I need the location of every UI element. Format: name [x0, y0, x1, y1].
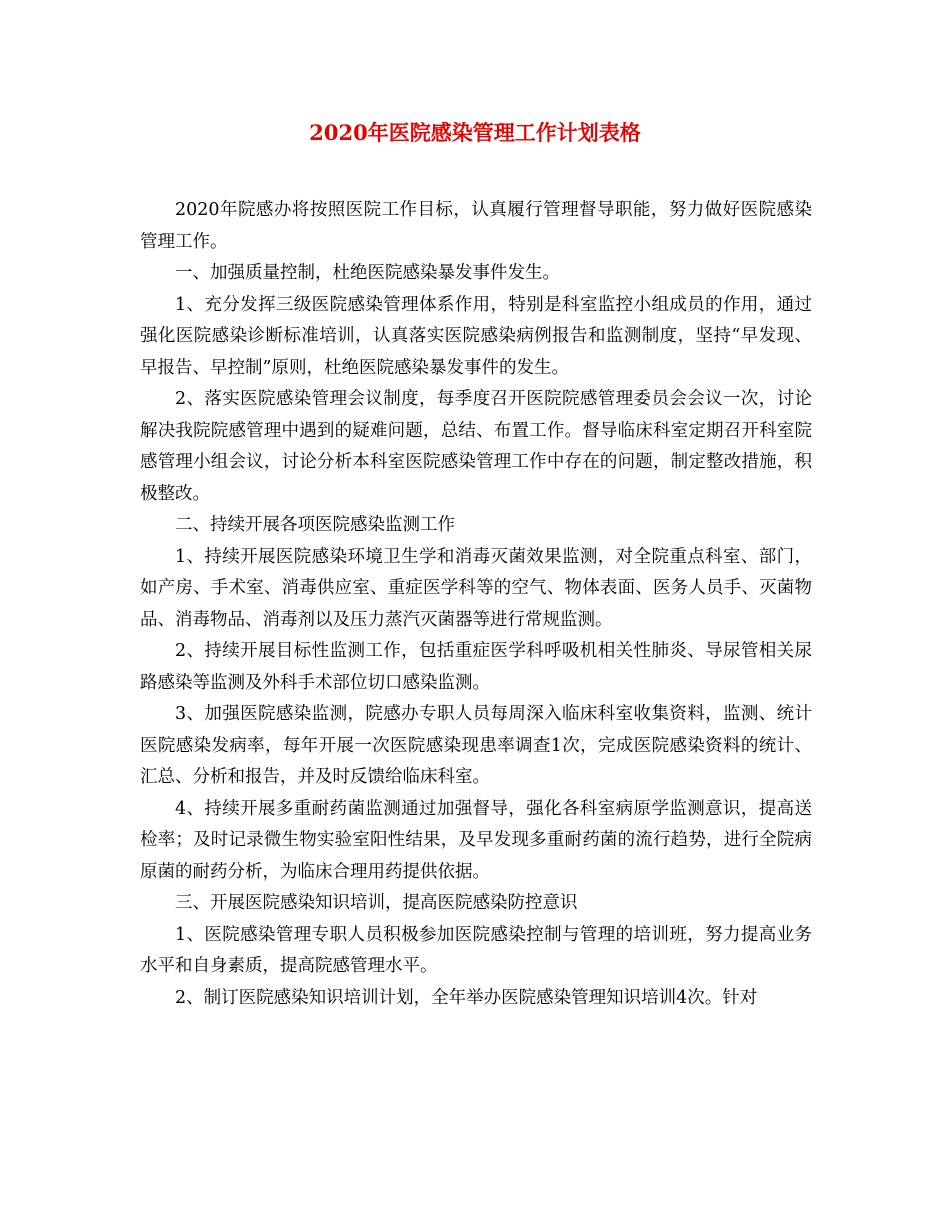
paragraph-2-3: 3、加强医院感染监测，院感办专职人员每周深入临床科室收集资料，监测、统计医院感染发病率，每年开展一次医院感染现患率调查1次，完成医院感染资料的统计、汇总、分析和报告，并及时反馈给临床科室。 [140, 704, 812, 787]
section-heading-2: 二、持续开展各项医院感染监测工作 [175, 515, 455, 535]
section-heading-1: 一、加强质量控制，杜绝医院感染暴发事件发生。 [175, 263, 560, 283]
paragraph-2-4: 4、持续开展多重耐药菌监测通过加强督导，强化各科室病原学监测意识，提高送检率；及时记录微生物实验室阳性结果，及早发现多重耐药菌的流行趋势，进行全院病原菌的耐药分析，为临床合理用药提供依据。 [140, 798, 812, 882]
paragraph-2-1: 1、持续开展医院感染环境卫生学和消毒灭菌效果监测，对全院重点科室、部门，如产房、手术室、消毒供应室、重症医学科等的空气、物体表面、医务人员手、灭菌物品、消毒物品、消毒剂以及压力蒸汽灭菌器等进行常规监测。 [140, 546, 812, 630]
paragraph-3-1: 1、医院感染管理专职人员积极参加医院感染控制与管理的培训班，努力提高业务水平和自身素质，提高院感管理水平。 [140, 924, 812, 976]
section-heading-3: 三、开展医院感染知识培训，提高医院感染防控意识 [175, 893, 578, 913]
paragraph-intro: 2020年院感办将按照医院工作目标，认真履行管理督导职能，努力做好医院感染管理工作。 [140, 200, 812, 252]
paragraph-1-2: 2、落实医院感染管理会议制度，每季度召开医院院感管理委员会会议一次，讨论解决我院院感管理中遇到的疑难问题，总结、布置工作。督导临床科室定期召开科室院感管理小组会议，讨论分析本科室医院感染管理工作中存在的问题，制定整改措施，积极整改。 [140, 389, 812, 504]
paragraph-3-2: 2、制订医院感染知识培训计划，全年举办医院感染管理知识培训4次。针对 [175, 987, 758, 1008]
document-body [140, 195, 812, 1014]
paragraph-2-2: 2、持续开展目标性监测工作，包括重症医学科呼吸机相关性肺炎、导尿管相关尿路感染等监测及外科手术部位切口感染监测。 [140, 641, 812, 693]
paragraph-1-1: 1、充分发挥三级医院感染管理体系作用，特别是科室监控小组成员的作用，通过强化医院感染诊断标准培训，认真落实医院感染病例报告和监测制度，坚持“早发现、早报告、早控制”原则，杜绝医院感染暴发事件的发生。 [140, 294, 812, 378]
document-title: 2020年医院感染管理工作计划表格 [309, 120, 641, 145]
